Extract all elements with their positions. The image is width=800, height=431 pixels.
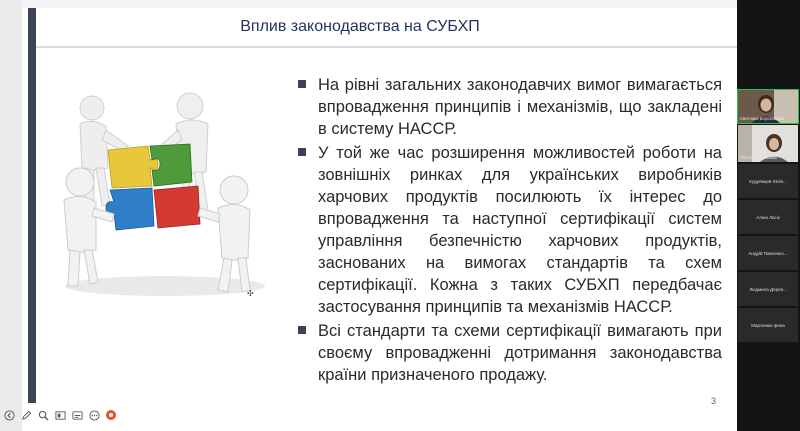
slideshow-toolbar (2, 405, 118, 425)
bullet-item (296, 142, 722, 318)
bullet-list (296, 74, 722, 388)
participant-name: Аліна Ласік (756, 215, 780, 220)
participant-tile[interactable] (738, 308, 798, 342)
subtitle-icon[interactable] (70, 408, 84, 422)
bullet-text: Всі стандарти та схеми сертифікації вимагають при своєму впровадженні дотримання законодавства країни призначеного продажу. (318, 322, 722, 384)
square-bullet-icon (298, 326, 306, 334)
participant-tile[interactable] (738, 90, 798, 123)
participant-name: Светлана Березовська (740, 116, 785, 121)
slide-accent-bar (28, 8, 36, 403)
participant-tile[interactable] (738, 200, 798, 234)
participant-name: Людмила Дерев... (749, 287, 787, 292)
slide-title: Вплив законодавства на СУБХП (240, 18, 480, 35)
bullet-item (296, 74, 722, 140)
square-bullet-icon (298, 148, 306, 156)
zoom-icon[interactable] (36, 408, 50, 422)
participant-tile[interactable] (738, 272, 798, 306)
record-icon[interactable] (104, 408, 118, 422)
bullet-text: На рівні загальних законодавчих вимог вимагається впровадження принципів і механізмів, що закладені в систему НАССР. (318, 76, 722, 138)
participant-name: Андрій Павленко... (748, 251, 788, 256)
bullet-text: У той же час розширення можливостей роботи на зовнішніх ринках для українських виробників харчових продуктів посилюють їх інтерес до впровадження та наступної сертифікації систем управління безпечністю харчових продуктів, заснованих на вимогах стандартів та схем сертифікації. Кожна з таких СУБХП передбачає застосування принципів та механізмів НАССР. (318, 144, 722, 316)
pen-icon[interactable] (19, 408, 33, 422)
bullet-item (296, 320, 722, 386)
slide-number: 3 (711, 396, 717, 406)
sparkle-icon: ✣ (247, 289, 254, 298)
back-icon[interactable] (2, 408, 16, 422)
slide-left-edge (0, 0, 22, 431)
puzzle-pieces (106, 144, 200, 230)
more-icon[interactable] (87, 408, 101, 422)
square-bullet-icon (298, 80, 306, 88)
participant-tile[interactable] (738, 125, 798, 162)
slide-top-band (0, 0, 737, 8)
participant-tile[interactable] (738, 164, 798, 198)
participant-tile[interactable] (738, 236, 798, 270)
puzzle-people-illustration (50, 90, 270, 300)
participant-name: Мартинюк Ірина (751, 323, 785, 328)
slides-icon[interactable] (53, 408, 67, 422)
participant-name: Cвітлана Кулішова (740, 155, 777, 160)
participant-name: Кудрявцев Юлія... (749, 179, 787, 184)
participants-panel (737, 0, 800, 431)
title-divider (36, 46, 737, 48)
